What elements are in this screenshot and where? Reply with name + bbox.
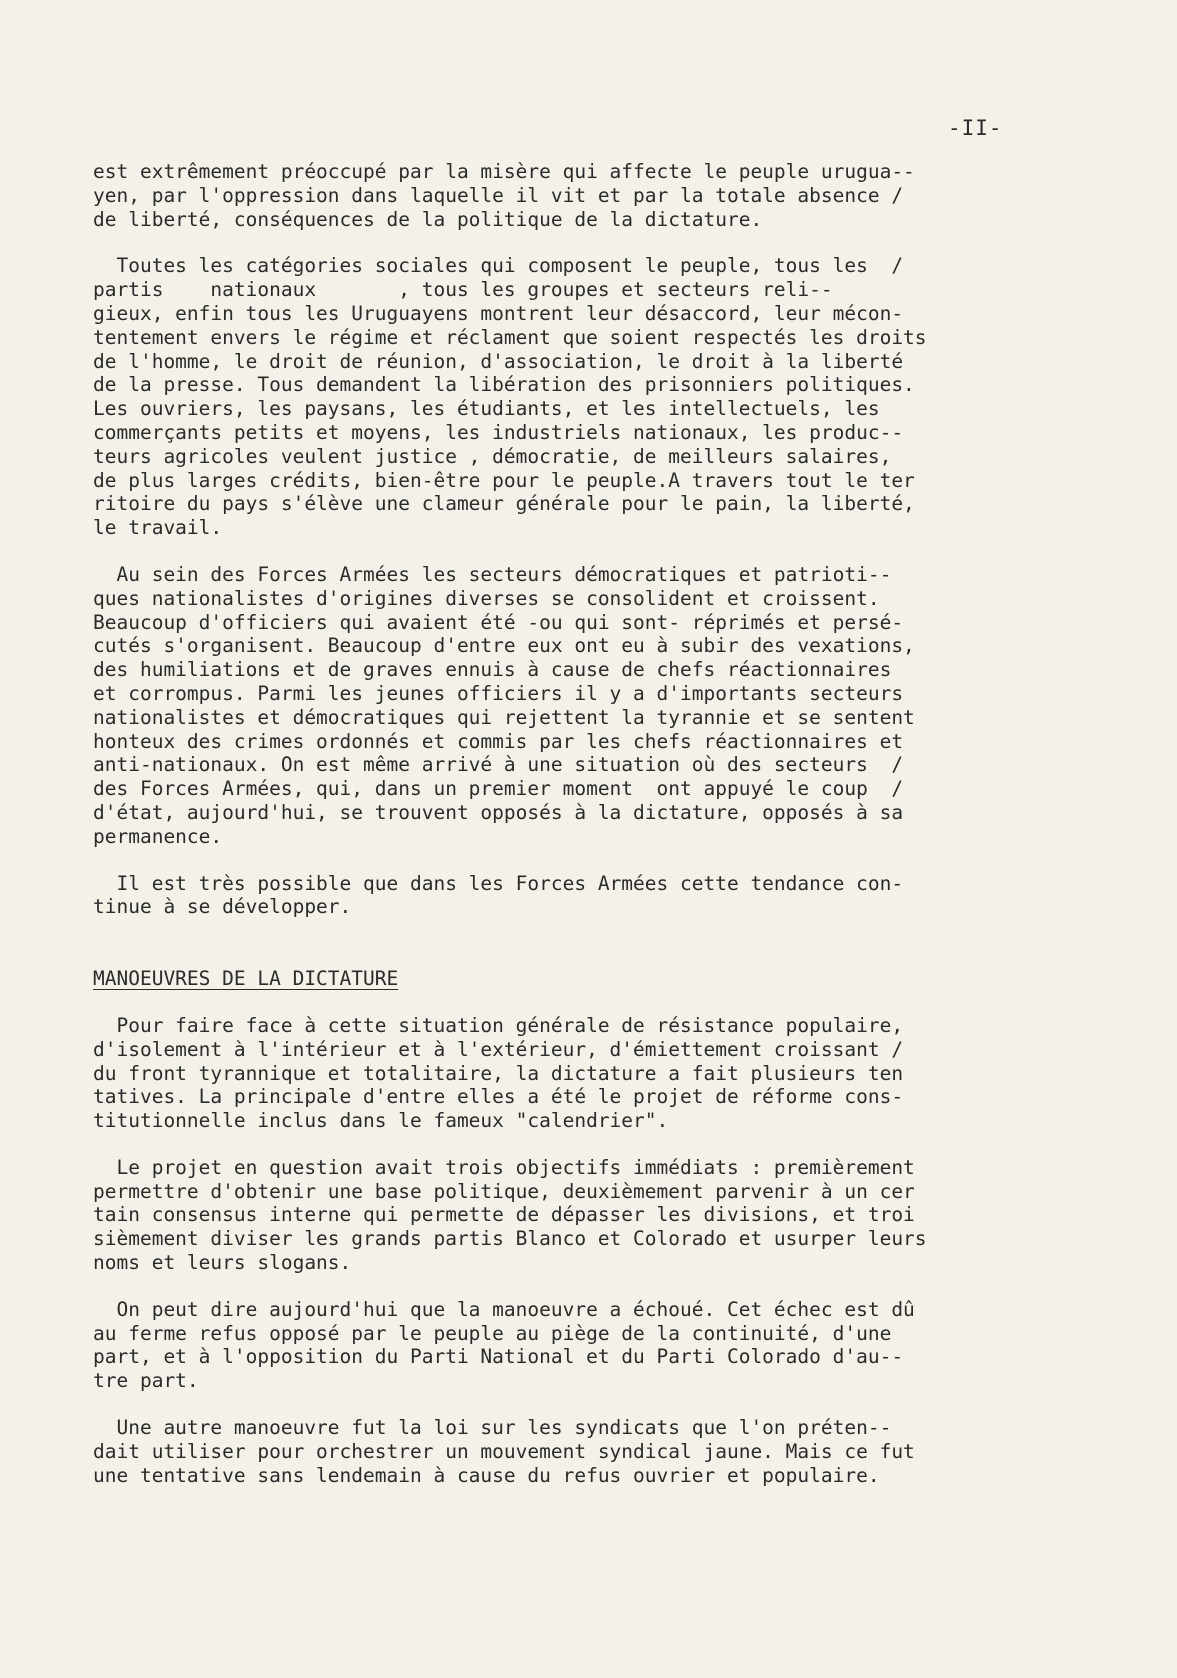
text-line: tentement envers le régime et réclament que soient respectés les droits bbox=[93, 325, 927, 349]
text-line: le travail. bbox=[93, 516, 223, 540]
text-line: une tentative sans lendemain à cause du refus ouvrier et populaire. bbox=[93, 1463, 880, 1487]
text-line: yen, par l'oppression dans laquelle il vit et par la totale absence / bbox=[93, 183, 904, 207]
text-line: permettre d'obtenir une base politique, deuxièmement parvenir à un cer bbox=[93, 1179, 915, 1203]
text-line: teurs agricoles veulent justice , démocratie, de meilleurs salaires, bbox=[93, 444, 892, 468]
text-line: Au sein des Forces Armées les secteurs démocratiques et patrioti-- bbox=[93, 562, 892, 586]
text-line: noms et leurs slogans. bbox=[93, 1251, 352, 1275]
text-line: ques nationalistes d'origines diverses se consolident et croissent. bbox=[93, 586, 880, 610]
text-line: titutionnelle inclus dans le fameux "calendrier". bbox=[93, 1109, 669, 1133]
text-line: anti-nationaux. On est même arrivé à une situation où des secteurs / bbox=[93, 753, 904, 777]
text-line: gieux, enfin tous les Uruguayens montrent leur désaccord, leur mécon- bbox=[93, 301, 904, 325]
text-line: au ferme refus opposé par le peuple au piège de la continuité, d'une bbox=[93, 1321, 892, 1345]
text-line: de liberté, conséquences de la politique de la dictature. bbox=[93, 207, 763, 231]
paragraph bbox=[93, 563, 1093, 849]
text-line: tain consensus interne qui permette de dépasser les divisions, et troi bbox=[93, 1203, 915, 1227]
text-line: cutés s'organisent. Beaucoup d'entre eux ont eu à subir des vexations, bbox=[93, 634, 915, 658]
text-line: d'isolement à l'intérieur et à l'extérieur, d'émiettement croissant / bbox=[93, 1037, 904, 1061]
paragraph bbox=[93, 1156, 1093, 1275]
document-body bbox=[93, 160, 1093, 1487]
text-line: tinue à se développer. bbox=[93, 895, 352, 919]
text-line: Il est très possible que dans les Forces Armées cette tendance con- bbox=[93, 871, 904, 895]
text-line: tre part. bbox=[93, 1369, 199, 1393]
paragraph bbox=[93, 1416, 1093, 1487]
paragraph bbox=[93, 1298, 1093, 1393]
page-number: -II- bbox=[948, 116, 1003, 140]
text-line: des Forces Armées, qui, dans un premier moment ont appuyé le coup / bbox=[93, 777, 904, 801]
text-line: Beaucoup d'officiers qui avaient été -ou qui sont- réprimés et persé- bbox=[93, 610, 904, 634]
text-line: de l'homme, le droit de réunion, d'association, le droit à la liberté bbox=[93, 349, 904, 373]
text-line: est extrêmement préoccupé par la misère qui affecte le peuple urugua-- bbox=[93, 160, 915, 183]
text-line: Toutes les catégories sociales qui composent le peuple, tous les / bbox=[93, 254, 904, 278]
text-line: part, et à l'opposition du Parti National et du Parti Colorado d'au-- bbox=[93, 1345, 904, 1369]
text-line: de plus larges crédits, bien-être pour le peuple.A travers tout le ter bbox=[93, 468, 915, 492]
text-line: permanence. bbox=[93, 824, 223, 848]
text-line: et corrompus. Parmi les jeunes officiers il y a d'importants secteurs bbox=[93, 681, 904, 705]
paragraph bbox=[93, 872, 1093, 920]
text-line: tatives. La principale d'entre elles a été le projet de réforme cons- bbox=[93, 1085, 904, 1109]
paragraph bbox=[93, 1014, 1093, 1133]
paragraph bbox=[93, 254, 1093, 540]
text-line: ritoire du pays s'élève une clameur générale pour le pain, la liberté, bbox=[93, 492, 915, 516]
text-line: du front tyrannique et totalitaire, la dictature a fait plusieurs ten bbox=[93, 1061, 904, 1085]
text-line: de la presse. Tous demandent la libération des prisonniers politiques. bbox=[93, 373, 915, 397]
text-line: Pour faire face à cette situation générale de résistance populaire, bbox=[93, 1013, 904, 1037]
text-line: nationalistes et démocratiques qui rejettent la tyrannie et se sentent bbox=[93, 705, 915, 729]
text-line: honteux des crimes ordonnés et commis par les chefs réactionnaires et bbox=[93, 729, 904, 753]
text-line: sièmement diviser les grands partis Blanco et Colorado et usurper leurs bbox=[93, 1227, 927, 1251]
text-line: Une autre manoeuvre fut la loi sur les syndicats que l'on préten-- bbox=[93, 1416, 892, 1440]
paragraph bbox=[93, 160, 1093, 231]
text-line: Les ouvriers, les paysans, les étudiants, et les intellectuels, les bbox=[93, 397, 880, 421]
text-line: On peut dire aujourd'hui que la manoeuvre a échoué. Cet échec est dû bbox=[93, 1297, 915, 1321]
section-heading-wrapper bbox=[93, 967, 1093, 991]
section-heading: MANOEUVRES DE LA DICTATURE bbox=[93, 967, 399, 991]
text-line: Le projet en question avait trois objectifs immédiats : premièrement bbox=[93, 1155, 915, 1179]
text-line: partis nationaux , tous les groupes et secteurs reli-- bbox=[93, 278, 833, 302]
text-line: dait utiliser pour orchestrer un mouvement syndical jaune. Mais ce fut bbox=[93, 1439, 915, 1463]
text-line: des humiliations et de graves ennuis à cause de chefs réactionnaires bbox=[93, 658, 892, 682]
text-line: d'état, aujourd'hui, se trouvent opposés à la dictature, opposés à sa bbox=[93, 800, 904, 824]
text-line: commerçants petits et moyens, les industriels nationaux, les produc-- bbox=[93, 420, 904, 444]
